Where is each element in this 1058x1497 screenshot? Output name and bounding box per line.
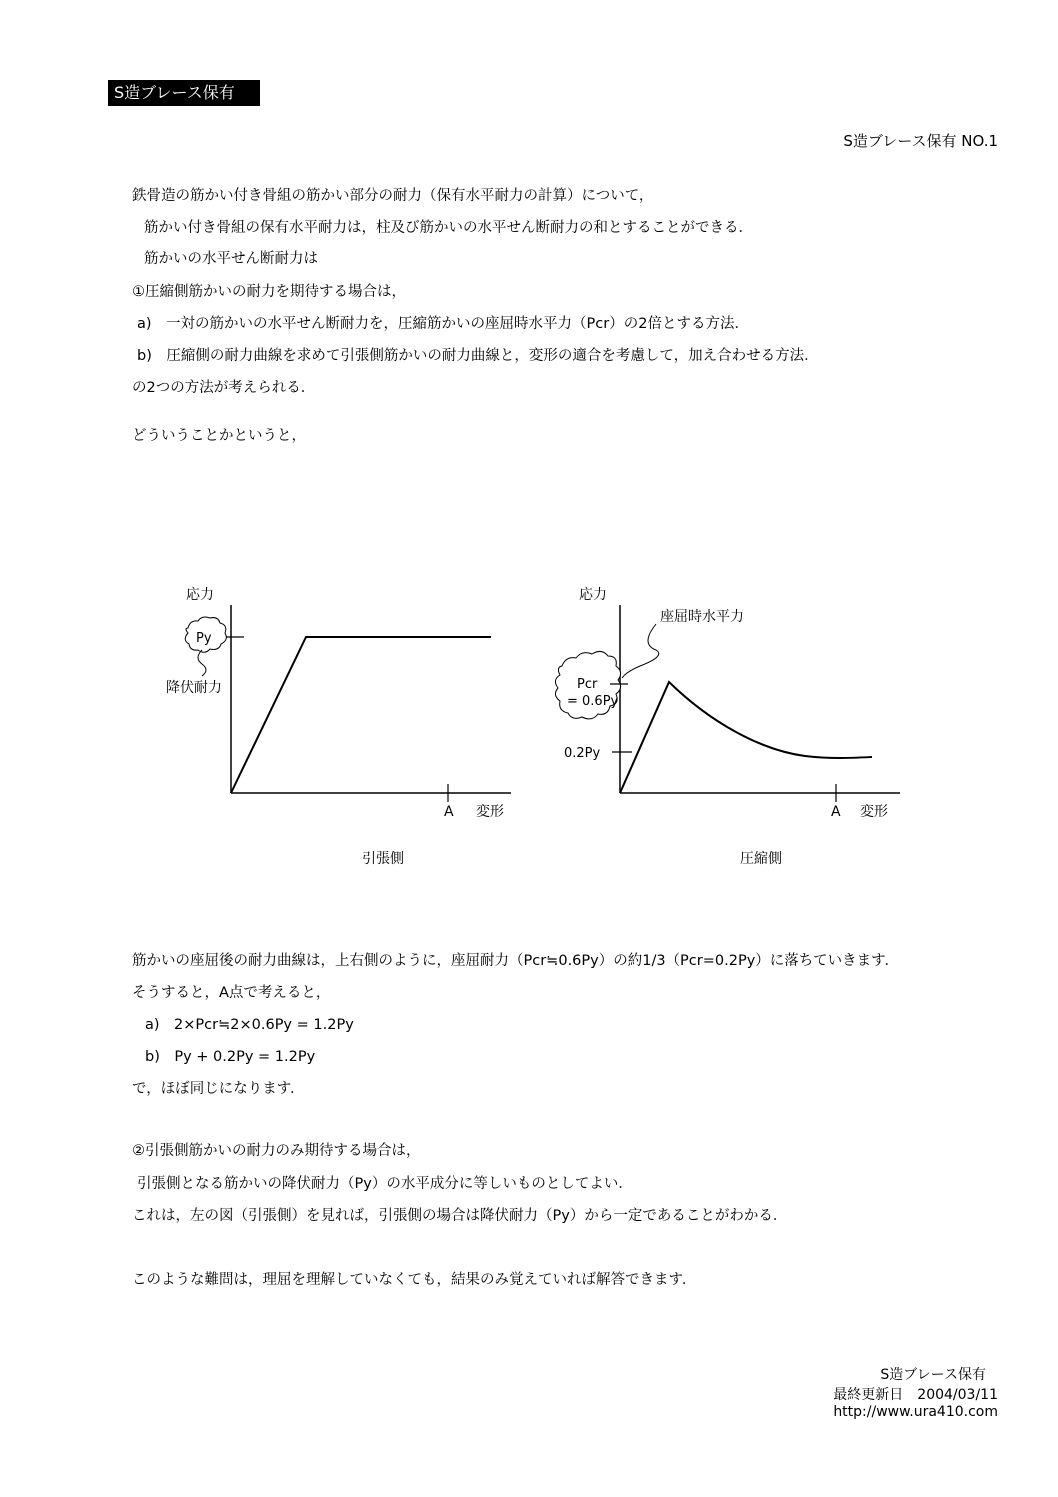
explanation-line: b) Py + 0.2Py = 1.2Py bbox=[145, 1049, 316, 1065]
explanation-line: で，ほぼ同じになります． bbox=[132, 1081, 305, 1097]
pcr-label-2: = 0.6Py bbox=[567, 694, 619, 709]
tension-xlabel: 変形 bbox=[476, 804, 504, 820]
compression-02-label: 0.2Py bbox=[564, 746, 601, 761]
intro-line: 筋かい付き骨組の保有水平耐力は，柱及び筋かいの水平せん断耐力の和とすることができる． bbox=[144, 220, 753, 236]
case2-line: 引張側となる筋かいの降伏耐力（Py）の水平成分に等しいものとしてよい． bbox=[137, 1176, 633, 1192]
explanation-line: 筋かいの座屈後の耐力曲線は，上右側のように，座屈耐力（Pcr≒0.6Py）の約1/3（Pcr=0.2Py）に落ちていきます． bbox=[132, 953, 899, 969]
section-tag: S造ブレース保有 bbox=[108, 80, 260, 106]
page-label: S造ブレース保有 NO.1 bbox=[843, 132, 998, 150]
footer-updated: 最終更新日 2004/03/11 bbox=[833, 1387, 998, 1403]
case2-line: これは，左の図（引張側）を見れば，引張側の場合は降伏耐力（Py）から一定であることがわかる． bbox=[132, 1208, 788, 1224]
tension-ylabel: 応力 bbox=[186, 587, 214, 603]
stress-deformation-diagrams bbox=[0, 560, 1058, 880]
tension-point-a: A bbox=[444, 804, 454, 820]
compression-caption: 圧縮側 bbox=[740, 851, 782, 867]
intro-line: b) 圧縮側の耐力曲線を求めて引張側筋かいの耐力曲線と，変形の適合を考慮して，加え合わせる方法． bbox=[137, 348, 819, 364]
intro-line: a) 一対の筋かいの水平せん断耐力を，圧縮筋かいの座屈時水平力（Pcr）の2倍とする方法． bbox=[137, 316, 749, 332]
compression-ylabel: 応力 bbox=[579, 587, 607, 603]
buckling-label: 座屈時水平力 bbox=[660, 609, 744, 625]
case2-line: ②引張側筋かいの耐力のみ期待する場合は， bbox=[132, 1143, 421, 1159]
intro-line: の2つの方法が考えられる． bbox=[132, 380, 316, 396]
compression-xlabel: 変形 bbox=[860, 804, 888, 820]
tension-caption: 引張側 bbox=[362, 851, 404, 867]
pcr-label-1: Pcr bbox=[577, 677, 598, 692]
py-bubble-label: Py bbox=[196, 631, 212, 646]
compression-curve bbox=[620, 682, 872, 793]
intro-line: ①圧縮側筋かいの耐力を期待する場合は， bbox=[132, 284, 406, 300]
compression-point-a: A bbox=[831, 804, 841, 820]
footer-title: S造ブレース保有 bbox=[880, 1367, 986, 1383]
compression-diagram bbox=[555, 586, 900, 867]
tension-diagram bbox=[166, 586, 511, 867]
tension-yield-label: 降伏耐力 bbox=[166, 680, 222, 696]
explanation-line: a) 2×Pcr≒2×0.6Py = 1.2Py bbox=[145, 1017, 354, 1033]
intro-line: 筋かいの水平せん断耐力は bbox=[144, 251, 318, 267]
tension-curve bbox=[231, 637, 491, 793]
intro-line: 鉄骨造の筋かい付き骨組の筋かい部分の耐力（保有水平耐力の計算）について， bbox=[132, 188, 654, 204]
footer-url[interactable]: http://www.ura410.com bbox=[833, 1404, 998, 1420]
closing-line: このような難問は，理屈を理解していなくても，結果のみ覚えていれば解答できます． bbox=[132, 1272, 697, 1288]
buckling-connector bbox=[622, 624, 659, 678]
intro-line: どういうことかというと， bbox=[132, 428, 306, 444]
explanation-line: そうすると，A点で考えると， bbox=[132, 985, 331, 1001]
py-connector bbox=[198, 650, 206, 676]
